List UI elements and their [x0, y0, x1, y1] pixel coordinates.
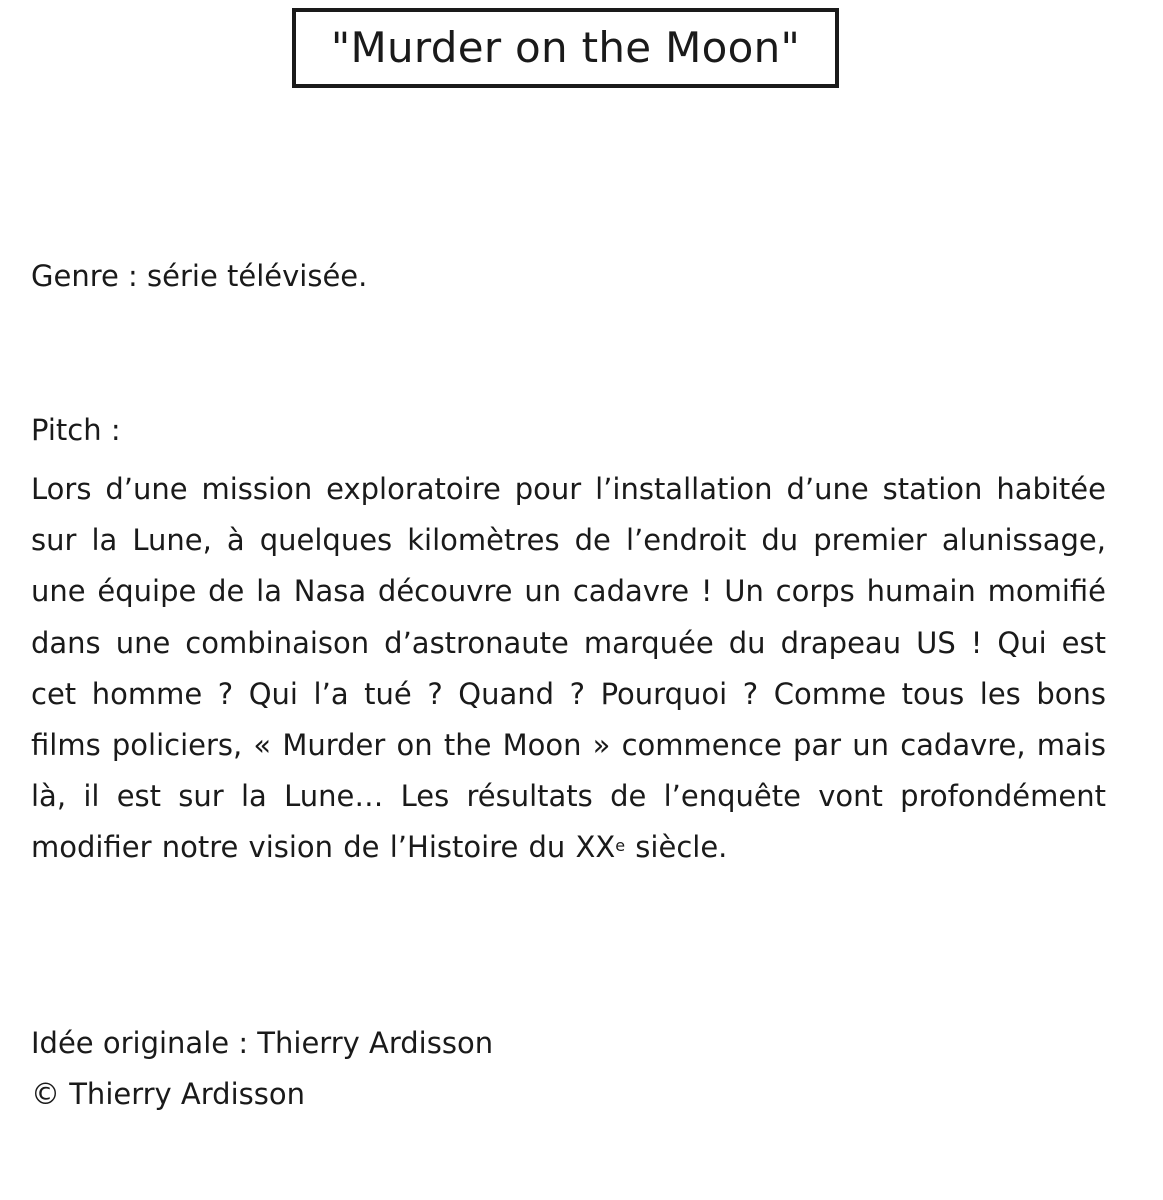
title-box — [292, 8, 839, 88]
pitch-tail: siècle. — [625, 830, 728, 865]
genre-line: Genre : série télévisée. — [31, 259, 368, 293]
original-idea-credit: Idée originale : Thierry Ardisson — [31, 1026, 494, 1060]
document-title: "Murder on the Moon" — [330, 23, 801, 72]
pitch-paragraph — [31, 464, 1106, 874]
copyright-notice: © Thierry Ardisson — [31, 1077, 305, 1111]
pitch-body: Lors d’une mission exploratoire pour l’installation d’une station habitée sur la Lune, à quelques kilomètres de l’endroit du premier alunissage, une équipe de la Nasa découvre un cadavre ! Un corps humain momifié dans une combinaison d’astronaute marquée du drapeau US ! Qui est cet homme ? Qui l’a tué ? Quand ? Pourquoi ? Comme tous les bons films policiers, « Murder on the Moon » commence par un cadavre, mais là, il est sur la Lune… Les résultats de l’enquête vont profondément modifier notre vision de l’Histoire du XX — [31, 472, 1106, 865]
pitch-label: Pitch : — [31, 413, 121, 447]
century-superscript: e — [615, 836, 626, 856]
